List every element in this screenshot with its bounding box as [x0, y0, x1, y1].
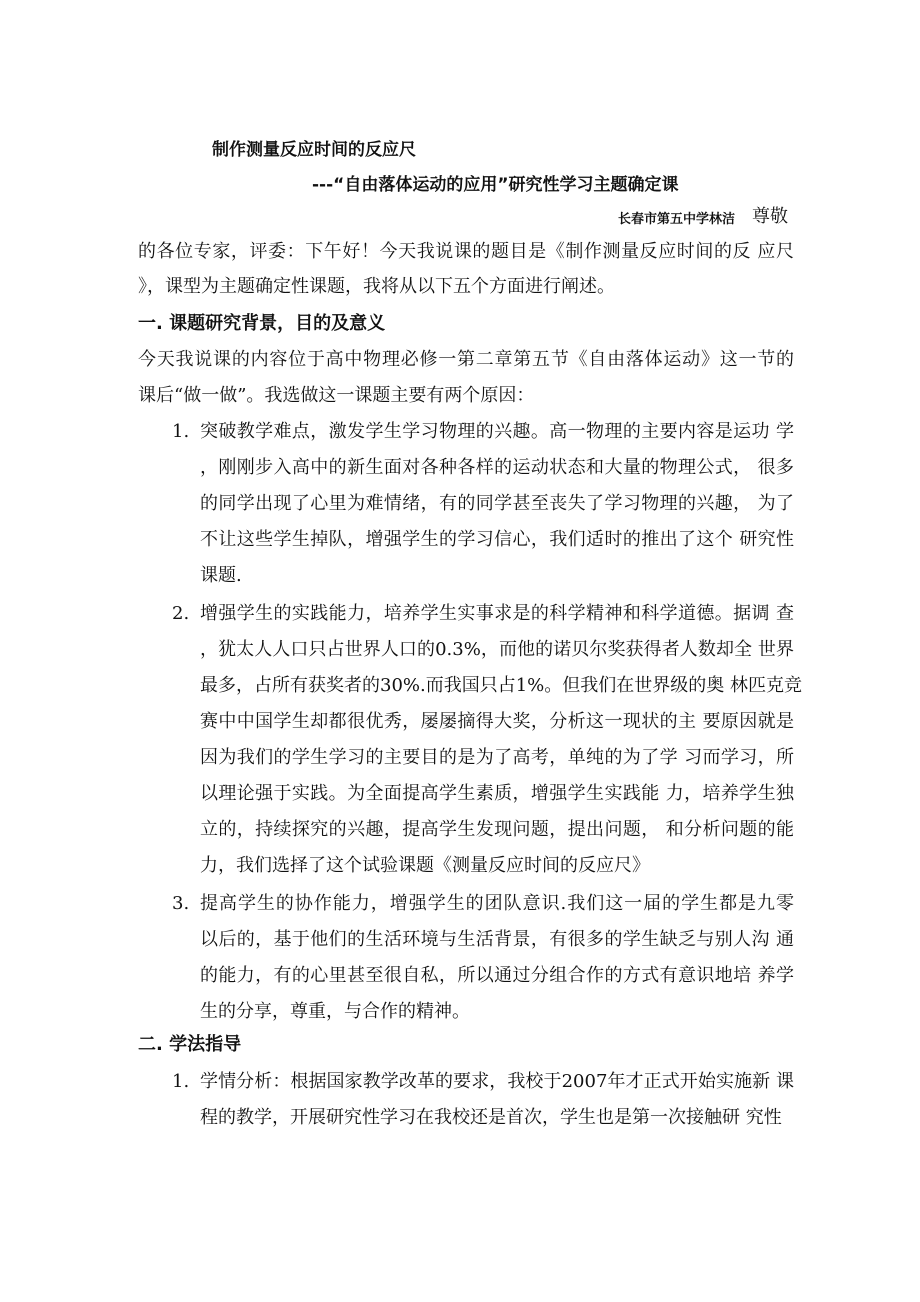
list-number: 1.: [172, 1071, 190, 1092]
list-item-line: 生的分享，尊重，与合作的精神。: [200, 1001, 470, 1022]
body-line: 今天我说课的内容位于高中物理必修一第二章第五节《自由落体运动》这一节的: [138, 349, 794, 370]
list-item-line: 程的教学，开展研究性学习在我校还是首次，学生也是第一次接触研 究性: [200, 1107, 782, 1128]
document-title: 制作测量反应时间的反应尺: [212, 140, 416, 160]
list-item-line: 最多，占所有获奖者的30%.而我国只占1%。但我们在世界级的奥 林匹克竞: [200, 675, 803, 696]
section-heading: 二. 学法指导: [138, 1034, 242, 1055]
list-item-line: 的能力，有的心里甚至很自私，所以通过分组合作的方式有意识地培 养学: [200, 965, 794, 986]
list-item-line: ，刚刚步入高中的新生面对各种各样的运动状态和大量的物理公式， 很多: [200, 457, 794, 478]
list-number: 2.: [172, 603, 190, 624]
list-item-line: 立的，持续探究的兴趣，提高学生发现问题，提出问题， 和分析问题的能: [200, 819, 794, 840]
intro-line: 》，课型为主题确定性课题，我将从以下五个方面进行阐述。: [138, 276, 615, 297]
body-line: 课后“做一做”。我选做这一课题主要有两个原因：: [138, 385, 535, 406]
list-item-line: 力，我们选择了这个试验课题《测量反应时间的反应尺》: [200, 855, 650, 876]
document-subtitle: ---“自由落体运动的应用”研究性学习主题确定课: [312, 175, 679, 195]
author-line: 长春市第五中学林洁: [618, 212, 736, 227]
list-item-line: 学情分析：根据国家教学改革的要求，我校于2007年才正式开始实施新 课: [200, 1071, 794, 1092]
intro-line: 尊敬: [752, 206, 788, 227]
list-item-line: 增强学生的实践能力，培养学生实事求是的科学精神和科学道德。据调 查: [200, 603, 794, 624]
list-item-line: 以理论强于实践。为全面提高学生素质，增强学生实践能 力，培养学生独: [200, 783, 794, 804]
list-item-line: 以后的，基于他们的生活环境与生活背景，有很多的学生缺乏与别人沟 通: [200, 929, 794, 950]
list-item-line: ，犹太人人口只占世界人口的0.3%，而他的诺贝尔奖获得者人数却全 世界: [200, 639, 794, 660]
intro-line: 的各位专家，评委：下午好！今天我说课的题目是《制作测量反应时间的反 应尺: [138, 241, 794, 262]
list-item-line: 不让这些学生掉队，增强学生的学习信心，我们适时的推出了这个 研究性: [200, 529, 794, 550]
list-item-line: 课题.: [200, 565, 242, 586]
list-item-line: 突破教学难点，激发学生学习物理的兴趣。高一物理的主要内容是运功 学: [200, 421, 794, 442]
list-item-line: 的同学出现了心里为难情绪，有的同学甚至丧失了学习物理的兴趣， 为了: [200, 493, 794, 514]
list-item-line: 提高学生的协作能力，增强学生的团队意识.我们这一届的学生都是九零: [200, 893, 794, 914]
list-item-line: 因为我们的学生学习的主要目的是为了高考，单纯的为了学 习而学习，所: [200, 747, 794, 768]
section-heading: 一. 课题研究背景，目的及意义: [138, 313, 386, 334]
list-item-line: 赛中中国学生却都很优秀，屡屡摘得大奖，分析这一现状的主 要原因就是: [200, 711, 794, 732]
list-number: 3.: [172, 893, 190, 914]
list-number: 1.: [172, 421, 190, 442]
